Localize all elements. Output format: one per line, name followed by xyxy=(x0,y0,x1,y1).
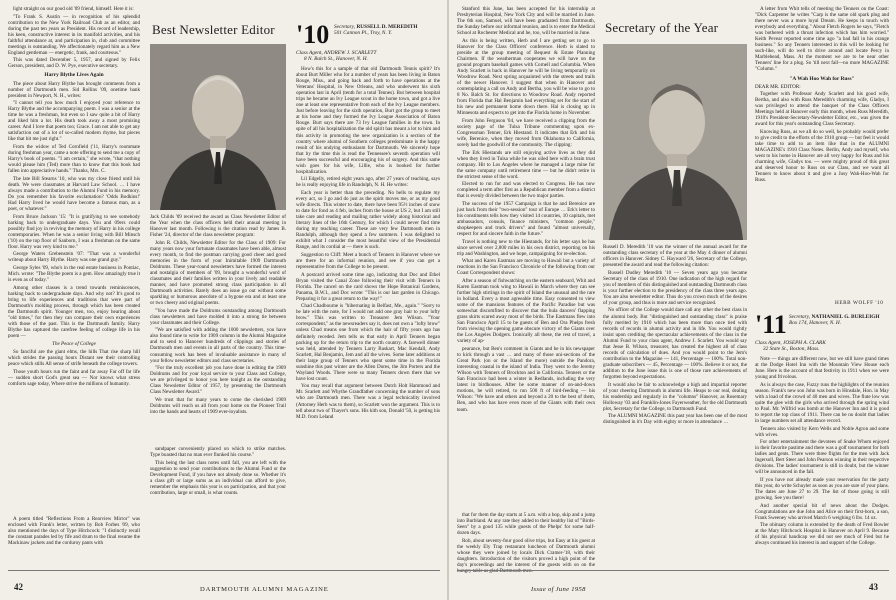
class-agent-address: 32 State St., Boston, Mass. xyxy=(763,346,820,353)
best-newsletter-editor-heading: Best Newsletter Editor xyxy=(152,22,275,37)
class-1910-year: '10 xyxy=(296,20,330,49)
right-column-3 xyxy=(755,6,889,298)
paragraph: The piece about Harry Blythe has brought comments from a number of Dartmouth men. Sid Rollins '09, onetime bank president in Newport, N. H., writes: xyxy=(8,80,140,99)
letter-signature: HERB WOLFF '10 xyxy=(835,300,884,306)
paragraph: The late Bill Stearns '10, who was my close friend until his death. We were classmates at Harvard Law School. … I have always made a contribution to the Alumni Fund in his memory. Do you remember his favorite exclamation? 'Odds Bodkins!' Had Harry lived he would have become a famous man, as a poet, or whatever." xyxy=(8,175,140,212)
paragraph: So fanciful are the giant elms, the hills That rise sharp hill which strides the passing hours Distant see their controlling peace which stills All sense of strife beneath the college towers. xyxy=(8,348,140,368)
left-column-3 xyxy=(296,66,440,566)
paragraph: After a season of fishwatching on the eastern seaboard, Whit and Karen Eastman took wing to Hawaii in March where they can see further high stirrings in the spirit of Island the unusual and the rare in holland. Every a most agreeable time. Easy consented to view some of the mansions features of the Pacific Paradise but was somewhat discomfited to discover that the hula dancers' flapping grass skirts scared away most of the birds. The Eastmans flew into San Francisco April 15 to be guests of Ben and Ora Phelps fresh from viewing the opening game obscure victory of the Giants over the Los Angeles Dodgers. Ironically all these, the rest of travel, a variety of ap- xyxy=(457,278,595,345)
paragraph: George Waters Grebenstein '07: "That was a wonderful writeup about Harry Blythe. Harry was one grand guy." xyxy=(8,251,140,264)
paragraph: Note — things are different now, but we still have grand times at the Dodge Hotel Inn with the Mountain View House each June. Here is the account of that festivity in 1911 when we were young and frivolous. xyxy=(755,356,889,381)
paragraph: "To Frank S. Austin — in recognition of his splendid contribution to the New York Railroad Club as an editor, and during the past ten years as President. His record of leadership, his keen, constructive interest in its manifold activities, and his faithful attendance at, and participation in, club and committee meetings is outstanding. We affectionately regard him as a New England gentleman — energetic, frank, and courteous." xyxy=(8,13,140,56)
paragraph: A poem titled "Reflections From a Rearview Mirror" was enclosed with Frank's letter, written by Bob Forbes '09, who also mentioned the days of Type Hitchcock: "I distinctly recall the constant parades led by fife and drum to the final resume the Mackinaw jackets and the corduroy pants with xyxy=(8,516,140,547)
left-column-2-lower xyxy=(150,446,286,564)
paragraph: that for them the day starts at 5 a.m. with a bop, skip and a jump into Burbland. At any rate they added to their healthy list of "Birds-Seen" by a good 135 while guests of the Phelps' for some half-dozen days. xyxy=(457,512,595,537)
paragraph: From Bruce Jackson '15: "It is gratifying to see somebody harking back to undergraduate days. You and 09ers could possibly find joy in reviving the memory of Harry in his college contemporaries. When he was a senior living with Bill Minsch ('10) on the top floor of Sanborn, I was a freshman on the same floor. Harry was very kind to me." xyxy=(8,213,140,250)
paragraph: Tenners also visited by Kern Wells and Noble Agron and some with wives. xyxy=(755,425,889,438)
secretary-award-caption xyxy=(603,244,747,564)
editor-award-caption xyxy=(150,214,286,415)
paragraph: The ALUMNI MAGAZINE this past year has been one of the most distinguished in it's Day with eighty or more in attendance … xyxy=(603,413,747,426)
paragraph: Travel is nothing new to the Hiestands, for his letter says he has since served over 2,800 miles in his own district, reporting on his trip and Washington, and we hope, campaigning for re-election. xyxy=(457,238,595,257)
secretary-of-year-heading: Secretary of the Year xyxy=(605,20,719,35)
paragraph: As this is being written, Herb and I are getting set to go to Hanover for the Class Officers' conference. Herb is slated to preside at the group meeting of Bequest & Estate Planning Chairmen. If the weatherman cooperates we will have on the ground program baseball games with Cornell and Columbia. When Andy Scarlett is back in Hanover he will be living temporarily on Woodrow Road. Next spring acquainted with the streets and trails of the newer Hanover. I suggest that when in Hanover and contemplating a call on Andy and Bertha, you will be wise to go to 8 No. Balch St. for directions to Woodrow Road. Andy reported from Florida that Hal Benjamin had everything set for the start of his new and permanent home down there. Hal is closing up in Minnesota and expects to get into the Florida home in November. xyxy=(457,37,595,117)
page-number-right: 43 xyxy=(869,582,878,592)
paragraph: "We are satisfied with adding the 1000 newsletters, you have also found time to write for 1909 column in the Alumni Magazine and to send to Hanover hundreds of clippings and stories of Dartmouth men and events in all parts of the country. This time-consuming work has been of invaluable assistance in many of your fellow newsletter editors and class secretaries. xyxy=(150,327,286,364)
paragraph: The Erk Hiestands are still enjoying active lives as they did when they lived in Tulsa while he was oiled here with a brain trust company. Hit to Los Angeles where he managed a large mine for the same company until retirement time — but he didn't retire in the strictest sense of the word. xyxy=(457,149,595,180)
secretary-address: Box 174, Hanover, N. H. xyxy=(789,320,842,327)
class-1911-header xyxy=(789,314,889,326)
paragraph: DEAR MR. EDITOR: xyxy=(755,83,801,90)
secretary-name: NATHANIEL G. BURLEIGH xyxy=(811,314,880,320)
right-column-3-lower xyxy=(755,356,889,564)
paragraph: And another special bit of news about the Dodges. Congratulations are due John and Alice on their first-born, a son, Frank Sweeney who arrived March 6 weighing 6 lbs. 14 oz. xyxy=(755,502,889,521)
paragraph: A postcard arrived some time ago, indicating that Doc and Ethel Bryan visited the Canal Zone following their visit with Tenners in Florida. The cancel on the card shows the Hope Botanical Gardens, Panama, B.W.I., and Doc wrote: "This is our last garden in Chicago. Preparing it for a great return to the way!" xyxy=(296,271,440,302)
paragraph: Russell D. Meredith '10 was the winner of the annual award for the outstanding class secretary of the year at the May 4 dinner of alumni officers in Hanover. Sidney C. Hayward '26, Secretary of the College, presented the award and read the following citation: xyxy=(603,244,747,269)
paragraph: A letter from Whit tells of meeting the Tenners on the Coast: "Dick Carpenter he writes "Carp is the same old spark plug and there never was a more loyal Dream. He keeps in touch with everybody and everything." About Fletch Rogers he says, "Fletch was bothered with a throat infection which has him worried." Keith Pevear reported some time ago "a bad fall in his orange business." So any Tenners interested in this will be looking for such-like, will do well to drive around and locate Percy in Marblehead, Mass. At the moment we are to be near other Tenners' line for a plug. So 'till next fall—no more MAGAZINE "Column." xyxy=(755,6,889,73)
page-number-left: 42 xyxy=(14,582,23,592)
right-column-1-bottom xyxy=(457,512,595,568)
jack-childs-photo xyxy=(150,44,286,210)
paragraph: Suggestion to Cliff: Meet a bunch of Tenners in Hanover where we are there for an informal reunion, and see if you can get a representative from the College to be present. xyxy=(296,251,440,270)
paragraph: This being the last class notes until fall, you are left with the suggestion to send your contributions to the Alumni Fund or the Development Fund, if you have not already done so. Whether it's a class gift or large sums as an individual can afford to give, remember the emphasis this year is on participation, and that your contribution, large or small, is what counts. xyxy=(150,459,286,496)
paragraph: Those youth hours run the faint and far away Far off far life — sudden short God's great sea — Nor knows what stress comforts sage today, Where strive the millions of humanity. xyxy=(8,368,140,387)
paragraph: Elected to run for and was elected to Congress. He has now completed a term after first as a Republican member from a district that is evenly divided between the two major parties. xyxy=(457,181,595,200)
secretary-label: Secretary, xyxy=(334,24,356,30)
paragraph: As is always the case, Fuzzy runs the highlights of the reunion season. Frank's new son John was born in Hinsdale, Hon. in May with a load of the crowd of 40 men and wives. The flute low was quite the glee with the girls who arrived through the spring wind to Paul. Mr. Wilfrid was bomb at the Hanover Inn and it is good to report the top class of 1911. There can be no doubt that ladies in large numbers set all attendance record. xyxy=(755,381,889,424)
paragraph: From the widow of Ted Cornfield ('11, Harry's roommate during freshman year, came a note offering to send me a copy of Harry's book of poems. "I am certain," she wrote, "that nothing would please him (Ted) more than to know that this book had fallen into appreciative hands." Thanks, Mrs. C. xyxy=(8,143,140,175)
section-subheading: Harry Blythe Lives Again xyxy=(44,72,104,79)
class-agent-address: 8 N. Balch St., Hanover, N. H. xyxy=(304,56,368,63)
paragraph: Lil Edgelly, retired eight years ago, after 27 years of teaching, says he is really enjoying life in Randolph, N. H. He writes: xyxy=(296,176,440,189)
paragraph: How's this for a sample of that old Dartmouth Tennis spirit? It's about Burt Miller who for a number of years has been living in Baton Rouge, Miss., and going back and forth to have operations at the Veterans' Hospital, in New Orleans, and who underwent his sixth operation last in April (tenth for a total Tennes). But between hospital trips he became an Ivy League scout in the home town, and got a live one at least one representative from each of the Ivy League members. Just before leaving for the sixth operation, Burt got the group to meet at his home and they formed the Ivy League Association of Baton Rouge. Burt says there are 73 Ivy League families in the town. In spite of all his hospitalization the old spirit has meant a lot to him and this activity in promoting the new organization is a section of the country where alumni of Southern colleges predominate is the happy result of his undying enthusiasm for Dartmouth. We sincerely hope that by the time this is read the Tennessee's seventh operation will have been successful and encouraging his of surgery. And this same wish goes for his wife, Lillie, who is booked for further hospitalization. xyxy=(296,66,440,175)
paragraph: Stanford this June, has been accepted for his internship at Presbyterian Hospital, New York City and will be married in June. The 6th son, Samuel, will have been graduated from Dartmouth, the Sunday before our informal reunion, and is to enter the Medical School at Rochester Medical and he, too, will be married in June. xyxy=(457,6,595,37)
secretary-name: RUSSELL D. MEREDITH xyxy=(356,24,418,30)
paragraph: It would also be fair to acknowledge a high and impartial reporter of your cheering Dartmouth in alumni life. Heaps to our real, dealing his readership and regularly in the "columns" Hanover, as Rosemary Holloway '03 and Franklin-Jones Fayerweather, for the old Dartmouth plot, Secretary for the College, to Dartmouth Fund. xyxy=(603,381,747,412)
paragraph: Knowing Russ, as we all do so well, he probably would prefer to give credit to the efforts of the 1910 group — but feel it would take time to add to an item like that in the ALUMNI MAGAZINE's 1910 Class Notes. Berlin, Andy and myself, who went to his home in Hanover are all very happy for Russ and his charming wife, Gladys too. — were mighty proud of this great and deserved honor to Russ on our Class, and we want all Tenners to know about it and give a Jusy Wah-Hoo-Wah for Russ. xyxy=(755,128,889,184)
paragraph: The obituary column is extended by the death of Fred Bowler at the Mary Hitchcock Hospital in Hanover on April 9. Because of his physical handicap we did not see much of Fred but he always continued his interest in and support of the College. xyxy=(755,522,889,547)
paragraph: "You have made the Doldrums outstanding among Dartmouth class newsletters and have molded it into a strong tie between your classmates and their College. xyxy=(150,307,286,326)
paragraph: Chad Chadbourne is "hibernating in Belfast, Me., again." "Sorry to be late with the note, for I would not add one gray hair to your lofty brow." This was written to Treasurer Jem Wilson. "Your correspondent," as the newsreaders say it, does not own a "lofty brow" unless Chad means one from which the hair of fifty years ago has definitely receded. Jem tells us that early in April Tenners began packing up for the return trip to the north country. A farewell dinner was held, attended by Tenners Larry Baskart, Mac Kendall, Andy Scarlett, Hal Benjamin, Jem and all the wives. Some later additions at their large group of Tenners who spent some time in the Florida sunshine this past winter are the Allen Dores, the Jim Porters and the Wayland Woods. There were so many Tenners down there that we have lost count. xyxy=(296,303,440,382)
class-1910-header xyxy=(334,24,440,36)
paragraph: Rob, about seventy-four good olive trips, but Easy at his guest at the weekly Ely Trap restaurant luncheon of Dartmouth alumni whose they were joined by locals Dick Cramer-'18, with their daughters. Introduction of the visitors proved a high point of the day's proceedings and the interest of the guests with on on the xyxy=(457,537,595,568)
left-column-1-bottom xyxy=(8,516,140,564)
class-agent: Class Agent, JOSEPH A. CLARK xyxy=(755,340,826,346)
left-column-1 xyxy=(8,6,140,387)
paragraph: What and Karen Eastman are moving to Hawaii but a variety of reactions in the San Francisco Chronicle of the following from our Coast Correspondent shows: xyxy=(457,258,595,277)
paragraph: The Peace of College xyxy=(52,340,96,347)
paragraph: John R. Childs, Newsletter Editor for the Class of 1909: For many years now your fortunate classmates have been able, almost every month, to find the postman carrying good cheer and good memories in the form of your Inimitable 1909 Dartmouth Doldrums. These year-round newsletters have formed the interest and nostalgia of members of '09, brought a wonderful word of classmates and their families written in your lively and readable manner, and have promoted strong class participation in all Dartmouth activities. Rarely does an issue go out without some sparkling or humorous anecdote of a bygone era and at least one or two cheery and original poems. xyxy=(150,239,286,307)
paragraph: We trust that for many years to come the cherished 1909 Doldrums will reach us all from your home on the Pioneer Trail into the hands and hearts of 1909 ever-loyalists. xyxy=(150,396,286,415)
paragraph: The success of the 1957 Campaign is that he and Berenice are just back from their "two-session" tour of Europe … Erk's letter to his constituents tells how they visited 14 countries, 10 capitals, met ambassadors, consuls, finance ministers, "common people," shopkeepers and truck drivers" and found "almost universally, respect for and sincere faith in the future." xyxy=(457,200,595,238)
issue-date-footer: Issue of June 1958 xyxy=(531,586,586,593)
paragraph: "For the truly excellent job you have done in editing the 1909 Doldrums and for your loyal service to your Class and College, we are privileged to honor you here tonight as the outstanding Class Newsletter Editor of 1957, by presenting the Dartmouth Class Newsletter Award." xyxy=(150,365,286,396)
right-page xyxy=(449,0,896,600)
class-1910-agent xyxy=(296,50,440,62)
paragraph: Together with Professor Andy Scarlett and his good wife, Bertha, and also with Russ Meredith's charming wife, Gladys, I was privileged to attend the banquet of the Class Officers Meetings held at Hanover early this month, when Russ Meredith, 1910's President-Secretary-Newsletter Editor, etc., was given the award for this year's outstanding Class Secretary. xyxy=(755,91,889,128)
paragraph: George Syles '09, who's in the real estate business in Pontiac, Mich. wrote: "The Blythe poem is a gem. How amazingly true it is even as of today." xyxy=(8,264,140,283)
paragraph: Jack Childs '09 received the award as Class Newsletter Editor of the Year when the class officers held their annual meeting in Hanover last month. Following is the citation read by James B. Fisher '24, director of the class newsletter program: xyxy=(150,214,286,239)
paragraph: "I cannot tell you how much I enjoyed your reference to Harry Blythe and the accompanying poem. I was a senior at the time he was a freshman, but even so I saw quite a bit of Harry and liked him a lot. His death took away a most promising career. And I love that poem too; Grace. I am not able to get any satisfaction out of a lot of so-called modern rhyme, but pieces like that hit me just right." xyxy=(8,100,140,143)
magazine-title-footer: DARTMOUTH ALUMNI MAGAZINE xyxy=(200,586,329,593)
paragraph: pearance, but Ben's comment in Giants and he in his newspaper to kick through a vast … and many of those uni-sections of the Great Park (on or the Island the more) outside the Pandora, interesting coastal in the island of India. They went to the Jeremy Wilson with Tenners of Brockton and in California. Tenners or the San Francisco had been a winter in Redlands, including the very latest in birdhouses. After he some manner of on-and-down motions, he will retired, to run 500 ft of bird-feeding — his Wilson: "We have and others and beyond a 20 to the best of them, Ben, and who has have even more of the Giants with their own team. xyxy=(457,346,595,413)
class-1911-year: '11 xyxy=(755,310,787,339)
right-column-1 xyxy=(457,6,595,508)
paragraph: This was dated December 5, 1957, and signed by Felix Gerson, president, and D. W. Pye, executive secretary. xyxy=(8,57,140,70)
paragraph: No officer of the College would dare call any other the best class in the alumni body. But "distinguished and outstanding class" is praise fully merited by 1910 which has been more than once tied with records of records in alumni activity and in life. You would rightly insist upon crediting the spectacular achievements of the class in the Alumni Fund to your class agent, Andrew J. Scarlett. You would say that Jesse B. Wilson, treasurer, has created the highest all of class records of calculation of dues. And you would point to the Jem's contribution to the Magazine — 141, Percentage — 100%. Total non-graduate subscribers — 45, Percentage — 100%. Believe it or not, the addition to the June issue this is one of those rare achievements of forgotten beyond expectations. xyxy=(603,307,747,380)
paragraph: For other entertainment the devotees of Snake Whom enjoyed in their favorite pastime and there was a golf tournament for both ladies and gents. There were three flights for the men with Jack Ingersoll, Bert Steer and John Pearson winning in their respective divisions. The ladies' tournament is still in doubt, but the winner will be announced in the fall. xyxy=(755,439,889,476)
class-1911-agent xyxy=(755,340,889,352)
secretary-label: Secretary, xyxy=(789,314,811,320)
paragraph: sandpaper conveniently placed on which to strike matches. Type boasted that no man ever flunked his course." xyxy=(150,446,286,459)
russell-meredith-photo xyxy=(603,44,747,240)
paragraph: If you have not already made your reservation for the party this year, do write Schuyler as soon as you are sure of your plans. The dates are June 27 to 29. The list of those going is still growing. See you there! xyxy=(755,476,889,502)
paragraph: Russell Dudley Meredith '10 — Seven years ago you became Secretary of the class of 1910. One indication of the high regard for you of members of this distinguished and outstanding Dartmouth class is your further election to the presidency of the class three years ago. You are also newsletter editor. Thus do you crown much of the desires of your group, and thus is more and service recognized. xyxy=(603,269,747,306)
class-agent: Class Agent, ANDREW J. SCARLETT xyxy=(296,50,377,56)
secretary-address: 501 Cannon Pl., Troy, N. Y. xyxy=(334,30,392,37)
paragraph: Each year is better than the preceding. No bells to regulate my every act, so I go and do just as the spirit moves me, or as my good wife directs. This winter to date, there have been 95½ inches of snow to date for fond as 4 feb, inches from the house at US 2, but I am still take care and reading and mailing rather widely along historical and literary lines of the 16th Century, for which I could never find time during my teaching career. These are very few Dartmouth men in Randolph, although they spend a few summers. I was delighted to exhibit what I consider the most beautiful view of the Presidential Range, and its cordial at — there is such. xyxy=(296,189,440,251)
footer-rule xyxy=(457,570,889,571)
paragraph: Among other classes is a trend towards reminiscences, harking back to undergraduate days. And why not? It's good to bring to life experiences and traditions that were part of Dartmouth's molding process, through which has been created the Dartmouth spirit. Younger men, too, enjoy hearing about "old times," for then they can compare their own experiences with those of the past. This is the Dartmouth family. Harry Blythe has captured the carefree feeling of college life in his poem — xyxy=(8,284,140,339)
footer-rule xyxy=(8,570,440,571)
left-page xyxy=(0,0,447,600)
paragraph: From John Ferguson '04, we have received a clipping from the society page of the Tulsa Tribune commenting upon ex-Congressman Tenner, Erk Hiestand. It indicates that Erk and his wife, Berenice, when they moved from Oklahoma to California, sorely had the goodwill of the community. The clipping: xyxy=(457,117,595,149)
paragraph: You may recall that argument between Dutch Holt Hammond and Mr. Scarlett and Whythe Grandfather concerning the number of sons who are Dartmouth men. There was a legal technicality involved (Attorney Herb was to them), so Scarlett won the argument. This is to tell about two of Thayer's sons. His kith son, Donald '50, is getting his M.D. from Leland xyxy=(296,383,440,420)
section-subheading: "A Wah Hoo Wah for Russ" xyxy=(789,75,855,82)
paragraph: light straight on our good old '09 friend, himself. Here it is: xyxy=(13,6,134,12)
